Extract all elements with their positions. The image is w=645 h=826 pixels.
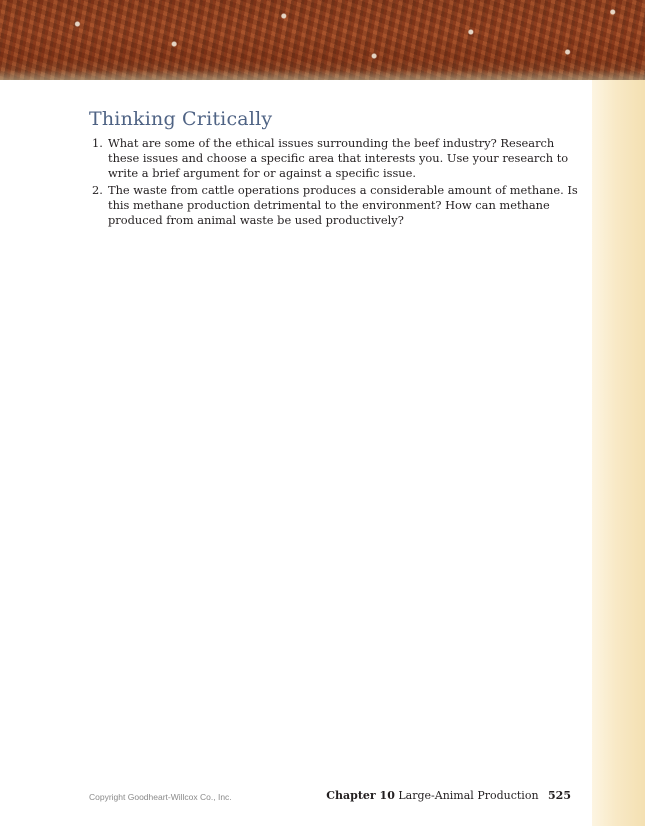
question-item bbox=[89, 183, 579, 228]
chapter-title: Large-Animal Production bbox=[398, 789, 539, 802]
section-title: Thinking Critically bbox=[89, 108, 273, 130]
photo-bottom-fade bbox=[0, 70, 645, 80]
chapter-label: Chapter 10 bbox=[326, 789, 395, 802]
question-list bbox=[89, 136, 579, 228]
thinking-critically-section bbox=[89, 108, 579, 230]
running-footer bbox=[326, 789, 571, 802]
question-number: 2. bbox=[92, 183, 103, 197]
margin-strip bbox=[592, 80, 645, 826]
question-text: The waste from cattle operations produces a considerable amount of methane. Is this methane production detrimental to the environment? How can methane produced from animal waste be used productively? bbox=[108, 183, 578, 227]
question-number: 1. bbox=[92, 136, 103, 150]
copyright-notice: Copyright Goodheart-Willcox Co., Inc. bbox=[89, 792, 232, 802]
cattle-herd-photo bbox=[0, 0, 645, 80]
question-text: What are some of the ethical issues surrounding the beef industry? Research these issues and choose a specific area that interests you. Use your research to write a brief argument for or against a specific issue. bbox=[108, 136, 569, 180]
page-number: 525 bbox=[548, 789, 571, 802]
question-item bbox=[89, 136, 579, 181]
